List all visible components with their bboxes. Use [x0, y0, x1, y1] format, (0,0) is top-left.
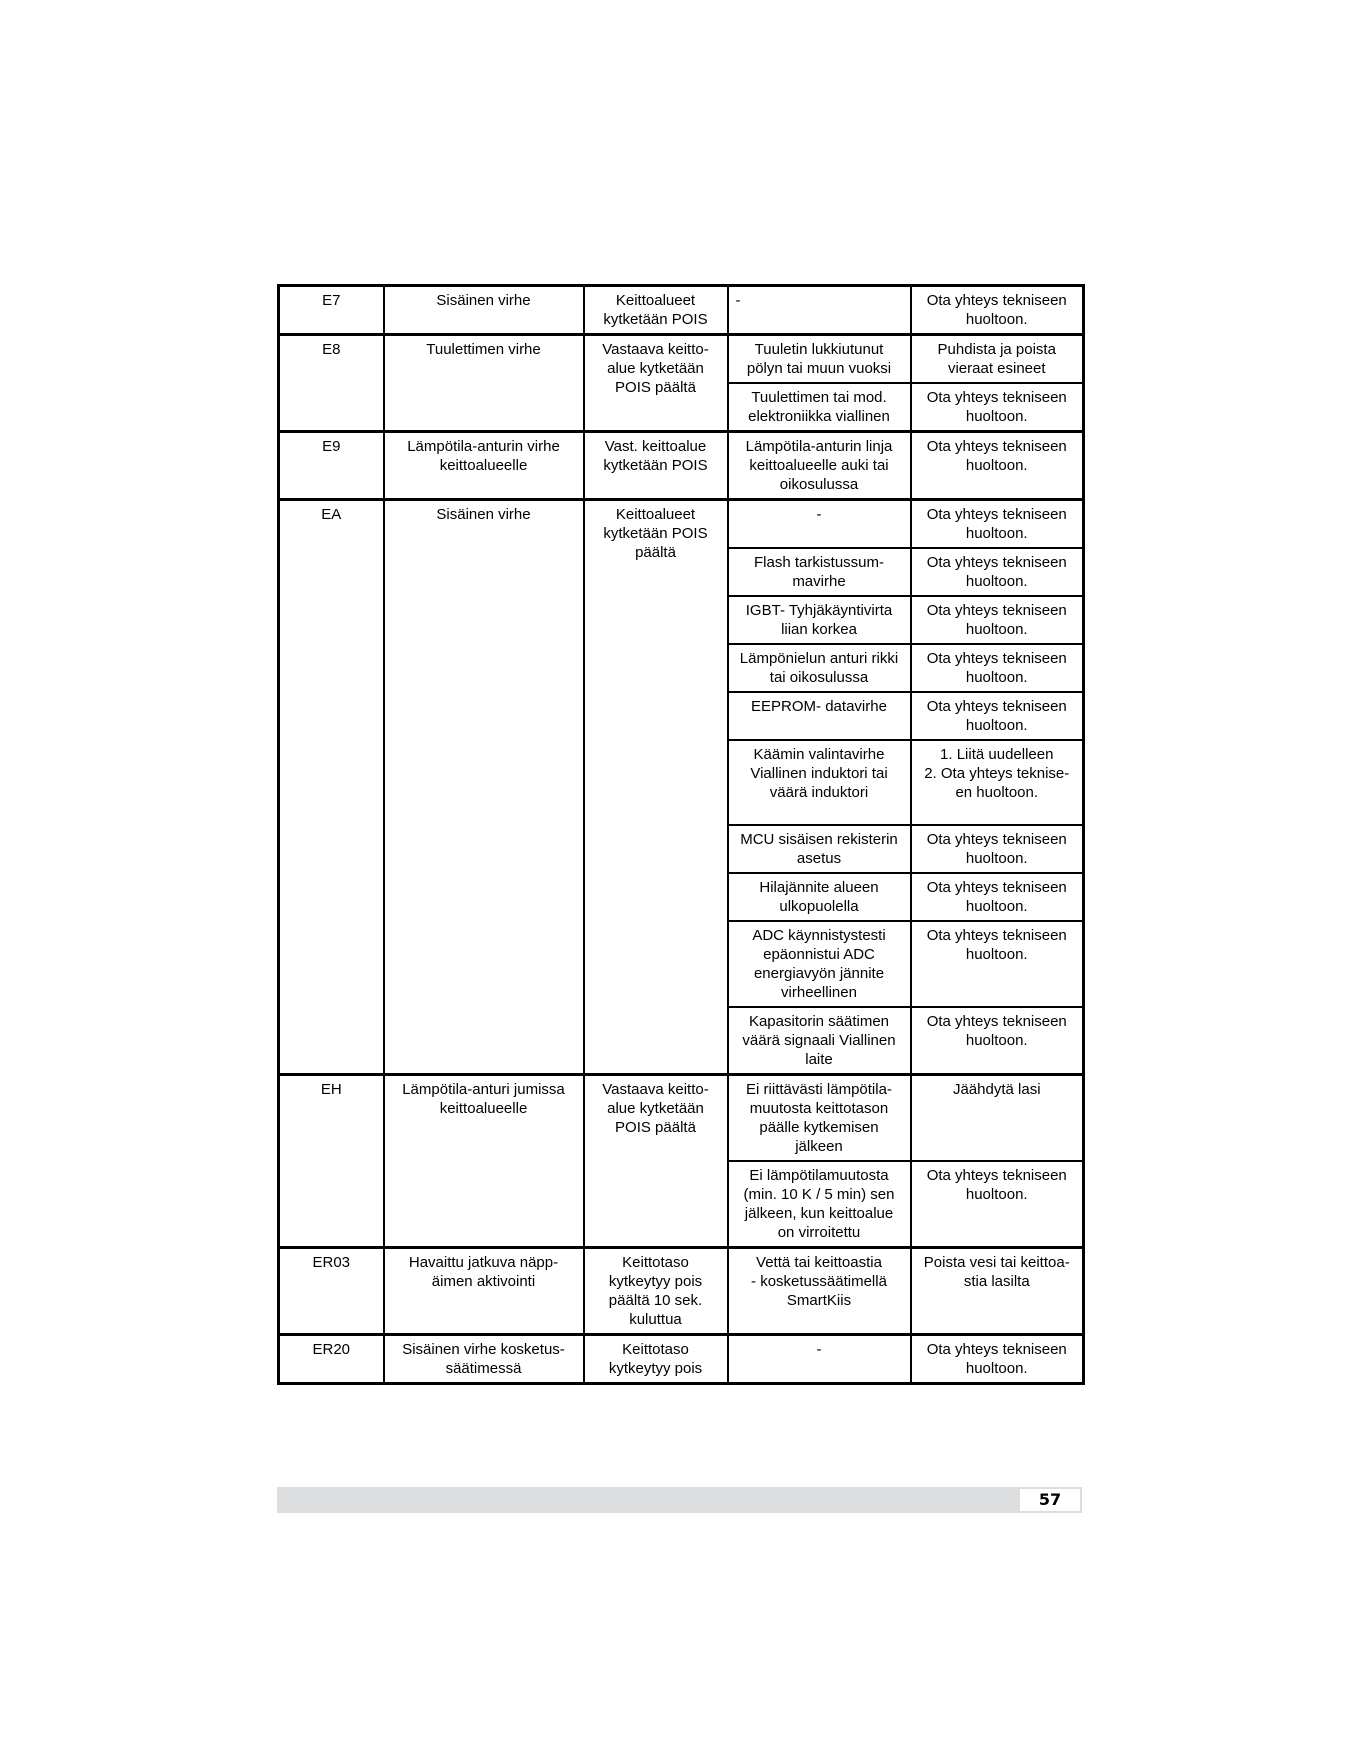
fault-cause: -	[728, 286, 911, 335]
system-action: Vastaava keitto- alue kytketään POIS päältä	[584, 1075, 728, 1248]
fault-description: Sisäinen virhe kosketus- säätimessä	[384, 1335, 584, 1384]
fault-description: Sisäinen virhe	[384, 500, 584, 1075]
system-action: Keittoalueet kytketään POIS päältä	[584, 500, 728, 1075]
fault-cause: Vettä tai keittoastia - kosketussäätimellä SmartKiis	[728, 1248, 911, 1335]
remedy: Ota yhteys tekniseen huoltoon.	[911, 1335, 1084, 1384]
remedy: 1. Liitä uudelleen 2. Ota yhteys teknise- en huoltoon.	[911, 740, 1084, 825]
footer-bar	[277, 1487, 1082, 1513]
error-code: E7	[279, 286, 384, 335]
remedy: Ota yhteys tekniseen huoltoon.	[911, 500, 1084, 549]
remedy: Ota yhteys tekniseen huoltoon.	[911, 873, 1084, 921]
table-row	[279, 500, 1084, 549]
page-number: 57	[1020, 1489, 1080, 1511]
remedy: Ota yhteys tekniseen huoltoon.	[911, 644, 1084, 692]
remedy: Ota yhteys tekniseen huoltoon.	[911, 825, 1084, 873]
remedy: Ota yhteys tekniseen huoltoon.	[911, 548, 1084, 596]
fault-cause: -	[728, 1335, 911, 1384]
fault-description: Havaittu jatkuva näpp- äimen aktivointi	[384, 1248, 584, 1335]
table-row	[279, 432, 1084, 500]
system-action: Vastaava keitto- alue kytketään POIS päältä	[584, 335, 728, 432]
remedy: Ota yhteys tekniseen huoltoon.	[911, 432, 1084, 500]
fault-code-table	[277, 284, 1085, 1385]
remedy: Ota yhteys tekniseen huoltoon.	[911, 596, 1084, 644]
fault-cause: ADC käynnistystesti epäonnistui ADC energiavyön jännite virheellinen	[728, 921, 911, 1007]
fault-cause: IGBT- Tyhjäkäyntivirta liian korkea	[728, 596, 911, 644]
error-code: EH	[279, 1075, 384, 1248]
remedy: Jäähdytä lasi	[911, 1075, 1084, 1162]
fault-cause: Hilajännite alueen ulkopuolella	[728, 873, 911, 921]
system-action: Keittoalueet kytketään POIS	[584, 286, 728, 335]
table-row	[279, 1248, 1084, 1335]
fault-cause: Tuuletin lukkiutunut pölyn tai muun vuoksi	[728, 335, 911, 384]
remedy: Ota yhteys tekniseen huoltoon.	[911, 1161, 1084, 1248]
fault-cause: Käämin valintavirhe Viallinen induktori tai väärä induktori	[728, 740, 911, 825]
fault-description: Sisäinen virhe	[384, 286, 584, 335]
fault-cause: Lämpötila-anturin linja keittoalueelle auki tai oikosulussa	[728, 432, 911, 500]
fault-cause: -	[728, 500, 911, 549]
table-row	[279, 286, 1084, 335]
error-code: E9	[279, 432, 384, 500]
fault-cause: Flash tarkistussum- mavirhe	[728, 548, 911, 596]
system-action: Keittotaso kytkeytyy pois päältä 10 sek. kuluttua	[584, 1248, 728, 1335]
remedy: Ota yhteys tekniseen huoltoon.	[911, 692, 1084, 740]
error-code: E8	[279, 335, 384, 432]
remedy: Puhdista ja poista vieraat esineet	[911, 335, 1084, 384]
fault-cause: MCU sisäisen rekisterin asetus	[728, 825, 911, 873]
remedy: Ota yhteys tekniseen huoltoon.	[911, 286, 1084, 335]
fault-cause: Tuulettimen tai mod. elektroniikka viallinen	[728, 383, 911, 432]
fault-description: Lämpötila-anturi jumissa keittoalueelle	[384, 1075, 584, 1248]
fault-cause: Ei riittävästi lämpötila- muutosta keittotason päälle kytkemisen jälkeen	[728, 1075, 911, 1162]
table-row	[279, 1075, 1084, 1162]
remedy: Ota yhteys tekniseen huoltoon.	[911, 921, 1084, 1007]
system-action: Keittotaso kytkeytyy pois	[584, 1335, 728, 1384]
table-row	[279, 335, 1084, 384]
fault-cause: Ei lämpötilamuutosta (min. 10 K / 5 min) sen jälkeen, kun keittoalue on virroitettu	[728, 1161, 911, 1248]
fault-cause: Lämpönielun anturi rikki tai oikosulussa	[728, 644, 911, 692]
fault-cause: EEPROM- datavirhe	[728, 692, 911, 740]
table-row	[279, 1335, 1084, 1384]
remedy: Ota yhteys tekniseen huoltoon.	[911, 383, 1084, 432]
error-code: EA	[279, 500, 384, 1075]
system-action: Vast. keittoalue kytketään POIS	[584, 432, 728, 500]
remedy: Ota yhteys tekniseen huoltoon.	[911, 1007, 1084, 1075]
error-code: ER20	[279, 1335, 384, 1384]
fault-description: Tuulettimen virhe	[384, 335, 584, 432]
fault-description: Lämpötila-anturin virhe keittoalueelle	[384, 432, 584, 500]
error-code: ER03	[279, 1248, 384, 1335]
fault-cause: Kapasitorin säätimen väärä signaali Viallinen laite	[728, 1007, 911, 1075]
remedy: Poista vesi tai keittoa- stia lasilta	[911, 1248, 1084, 1335]
